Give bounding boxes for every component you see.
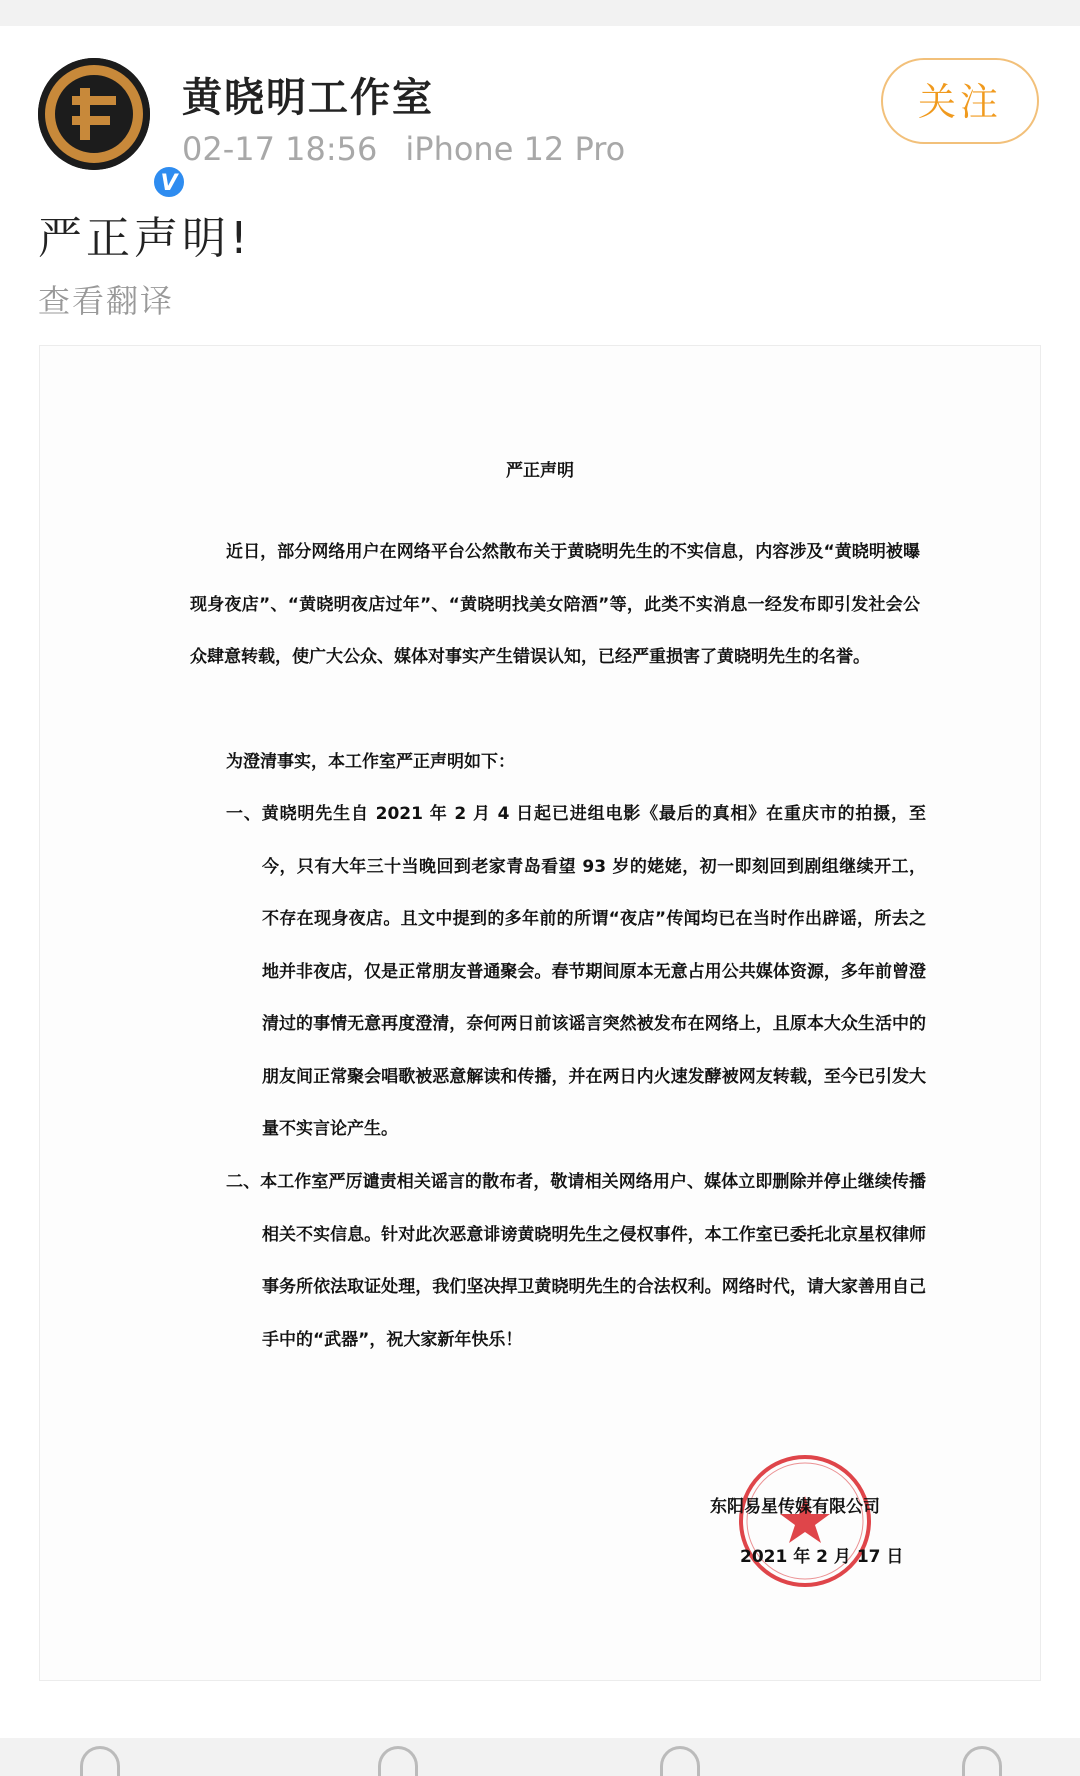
document-title: 严正声明 — [506, 461, 574, 481]
comment-icon[interactable] — [378, 1746, 418, 1776]
timestamp: 02-17 18:56 — [182, 130, 378, 168]
like-icon[interactable] — [962, 1746, 1002, 1776]
follow-button[interactable]: 关注 — [881, 58, 1039, 144]
device-source: iPhone 12 Pro — [405, 130, 626, 168]
repost-icon[interactable] — [660, 1746, 700, 1776]
post-text: 严正声明! — [38, 213, 252, 264]
document-item-1: 一、黄晓明先生自 2021 年 2 月 4 日起已进组电影《最后的真相》在重庆市的拍摄，至今，只有大年三十当晚回到老家青岛看望 93 岁的姥姥，初一即刻回到剧组继续开工，不存在现身夜店。且文中提到的多年前的所谓“夜店”传闻均已在当时作出辟谣，所去之地并非夜店，仅是正常朋友普通聚会。春节期间原本无意占用公共媒体资源，多年前曾澄清过的事情无意再度澄清，奈何两日前该谣言突然被发布在网络上，且原本大众生活中的朋友间正常聚会唱歌被恶意解读和传播，并在两日内火速发酵被网友转载，至今已引发大量不实言论产生。 — [226, 804, 926, 1139]
document-date: 2021 年 2 月 17 日 — [740, 1547, 904, 1567]
post-card — [0, 26, 1080, 1738]
action-bar — [0, 1738, 1080, 1764]
company-name: 东阳易星传媒有限公司 — [710, 1497, 880, 1517]
statement-image[interactable] — [39, 345, 1041, 1681]
share-icon[interactable] — [80, 1746, 120, 1776]
avatar[interactable] — [38, 58, 178, 196]
studio-logo-icon — [38, 58, 150, 170]
translate-link[interactable]: 查看翻译 — [38, 282, 175, 320]
company-seal-icon — [730, 1446, 880, 1596]
post-meta — [182, 130, 625, 168]
document-paragraph-1: 近日，部分网络用户在网络平台公然散布关于黄晓明先生的不实信息，内容涉及“黄晓明被曝现身夜店”、“黄晓明夜店过年”、“黄晓明找美女陪酒”等，此类不实消息一经发布即引发社会公众肆意转载，使广大公众、媒体对事实产生错误认知，已经严重损害了黄晓明先生的名誉。 — [190, 542, 920, 667]
verified-icon: V — [151, 164, 187, 200]
document-paragraph-2: 为澄清事实，本工作室严正声明如下： — [226, 752, 515, 772]
document-item-2: 二、本工作室严厉谴责相关谣言的散布者，敬请相关网络用户、媒体立即删除并停止继续传播相关不实信息。针对此次恶意诽谤黄晓明先生之侵权事件，本工作室已委托北京星权律师事务所依法取证处理，我们坚决捍卫黄晓明先生的合法权利。网络时代，请大家善用自己手中的“武器”，祝大家新年快乐！ — [226, 1172, 926, 1350]
username[interactable]: 黄晓明工作室 — [182, 75, 434, 121]
